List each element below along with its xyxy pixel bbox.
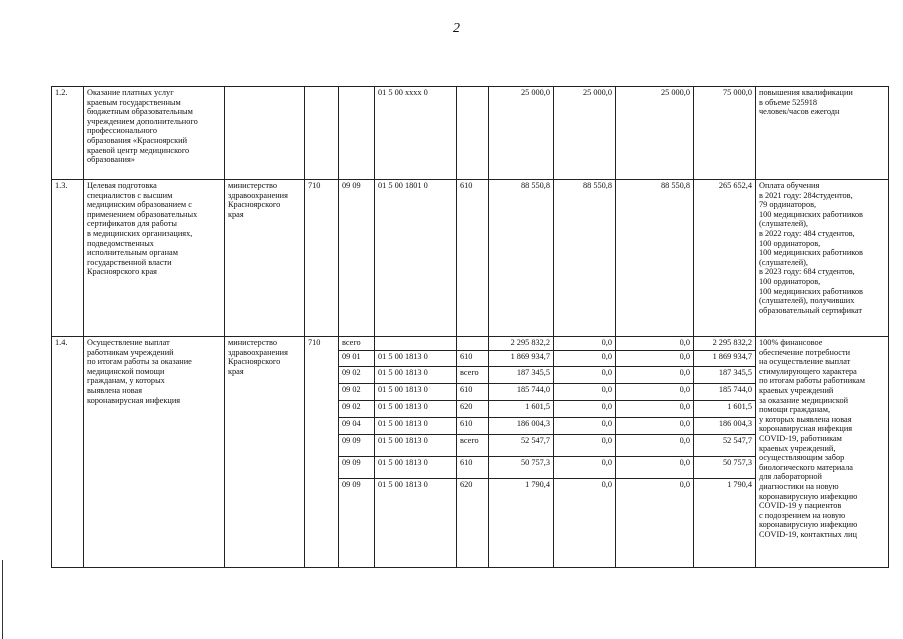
- amount-total: 1 790,4: [694, 479, 756, 568]
- amount-2023: 0,0: [616, 479, 694, 568]
- vr-cell: 610: [457, 418, 489, 435]
- result-cell: Оплата обучения в 2021 году: 284студентов, 79 ординаторов, 100 медицинских работников (слушателей), в 2022 году: 484 студентов, 100 ординаторов, 100 медицинских работников (слушателей), в 2023 году: 684 студентов, 100 ординаторов, 100 медицинских работников (слушателей), получивших образовательный сертификат: [756, 180, 889, 337]
- result-cell: повышения квалификации в объеме 525918 человек/часов ежегодн: [756, 87, 889, 180]
- amount-2022: 88 550,8: [554, 180, 616, 337]
- table-row: [52, 180, 889, 337]
- csr-cell: 01 5 00 1813 0: [375, 418, 457, 435]
- amount-2023: 0,0: [616, 337, 694, 351]
- amount-2022: 0,0: [554, 337, 616, 351]
- table-row: [52, 337, 889, 351]
- rzpr-cell: 09 02: [339, 384, 375, 401]
- amount-2023: 0,0: [616, 418, 694, 435]
- vr-cell: 610: [457, 457, 489, 479]
- measure-name-cell: Оказание платных услуг краевым государственным бюджетным образовательным учреждением дополнительного профессионального образования «Красноярский краевой центр медицинского образования»: [84, 87, 225, 180]
- ministry-cell: министерство здравоохранения Красноярского края: [225, 180, 305, 337]
- vr-cell: всего: [457, 435, 489, 457]
- amount-2023: 0,0: [616, 457, 694, 479]
- amount-2021: 88 550,8: [489, 180, 554, 337]
- rzpr-cell: 09 02: [339, 401, 375, 418]
- amount-total: 187 345,5: [694, 367, 756, 384]
- amount-2022: 25 000,0: [554, 87, 616, 180]
- vr-cell: 610: [457, 351, 489, 367]
- amount-2023: 0,0: [616, 367, 694, 384]
- grbs-cell: 710: [305, 180, 339, 337]
- table-body: [52, 87, 889, 568]
- vr-cell: 610: [457, 180, 489, 337]
- amount-2021: 50 757,3: [489, 457, 554, 479]
- vr-cell: 620: [457, 479, 489, 568]
- csr-cell: 01 5 00 1813 0: [375, 479, 457, 568]
- amount-2023: 0,0: [616, 435, 694, 457]
- rzpr-cell: 09 09: [339, 457, 375, 479]
- rzpr-cell: 09 01: [339, 351, 375, 367]
- csr-cell: 01 5 00 1813 0: [375, 367, 457, 384]
- csr-cell: 01 5 00 1813 0: [375, 435, 457, 457]
- vr-cell: 610: [457, 384, 489, 401]
- amount-2022: 0,0: [554, 384, 616, 401]
- amount-2023: 0,0: [616, 401, 694, 418]
- amount-2023: 88 550,8: [616, 180, 694, 337]
- grbs-cell: 710: [305, 337, 339, 568]
- amount-2022: 0,0: [554, 435, 616, 457]
- rzpr-cell: 09 09: [339, 479, 375, 568]
- amount-2021: 185 744,0: [489, 384, 554, 401]
- vr-cell: [457, 337, 489, 351]
- amount-2022: 0,0: [554, 479, 616, 568]
- rzpr-cell: 09 04: [339, 418, 375, 435]
- vr-cell: [457, 87, 489, 180]
- row-number-cell: 1.4.: [52, 337, 84, 568]
- amount-2022: 0,0: [554, 351, 616, 367]
- measure-name-cell: Осуществление выплат работникам учреждений по итогам работы за оказание медицинской помощи гражданам, у которых выявлена новая коронавирусная инфекция: [84, 337, 225, 568]
- table-row: [52, 87, 889, 180]
- csr-cell: 01 5 00 1813 0: [375, 384, 457, 401]
- page-number: 2: [453, 21, 460, 36]
- result-cell: 100% финансовое обеспечение потребности на осуществление выплат стимулирующего характера по итогам работы работникам краевых учреждений за оказание медицинской помощи гражданам, у которых выявлена новая коронавирусная инфекция COVID-19, работникам краевых учреждений, осуществляющим забор биологического материала для лабораторной диагностики на новую коронавирусную инфекцию COVID-19 у пациентов с подозрением на новую коронавирусную инфекцию COVID-19, контактных лиц: [756, 337, 889, 568]
- amount-total: 75 000,0: [694, 87, 756, 180]
- amount-2021: 52 547,7: [489, 435, 554, 457]
- csr-cell: [375, 337, 457, 351]
- row-number-cell: 1.2.: [52, 87, 84, 180]
- amount-total: 1 869 934,7: [694, 351, 756, 367]
- amount-2021: 1 790,4: [489, 479, 554, 568]
- amount-total: 185 744,0: [694, 384, 756, 401]
- amount-2023: 0,0: [616, 351, 694, 367]
- vr-cell: 620: [457, 401, 489, 418]
- csr-cell: 01 5 00 1801 0: [375, 180, 457, 337]
- rzpr-cell: всего: [339, 337, 375, 351]
- csr-cell: 01 5 00 1813 0: [375, 351, 457, 367]
- amount-2021: 25 000,0: [489, 87, 554, 180]
- ministry-cell: [225, 87, 305, 180]
- amount-total: 52 547,7: [694, 435, 756, 457]
- rzpr-cell: 09 09: [339, 180, 375, 337]
- margin-line: [2, 560, 3, 639]
- budget-table: [51, 86, 889, 568]
- amount-2021: 1 601,5: [489, 401, 554, 418]
- rzpr-cell: 09 02: [339, 367, 375, 384]
- amount-total: 50 757,3: [694, 457, 756, 479]
- amount-2021: 2 295 832,2: [489, 337, 554, 351]
- amount-total: 186 004,3: [694, 418, 756, 435]
- amount-2021: 186 004,3: [489, 418, 554, 435]
- amount-total: 1 601,5: [694, 401, 756, 418]
- amount-2022: 0,0: [554, 418, 616, 435]
- amount-2023: 0,0: [616, 384, 694, 401]
- csr-cell: 01 5 00 хххх 0: [375, 87, 457, 180]
- amount-2022: 0,0: [554, 401, 616, 418]
- amount-total: 2 295 832,2: [694, 337, 756, 351]
- amount-total: 265 652,4: [694, 180, 756, 337]
- amount-2022: 0,0: [554, 457, 616, 479]
- amount-2022: 0,0: [554, 367, 616, 384]
- grbs-cell: [305, 87, 339, 180]
- amount-2021: 187 345,5: [489, 367, 554, 384]
- vr-cell: всего: [457, 367, 489, 384]
- measure-name-cell: Целевая подготовка специалистов с высшим медицинским образованием с применением образовательных сертификатов для работы в медицинских организациях, подведомственных исполнительным органам государственной власти Красноярского края: [84, 180, 225, 337]
- amount-2021: 1 869 934,7: [489, 351, 554, 367]
- amount-2023: 25 000,0: [616, 87, 694, 180]
- csr-cell: 01 5 00 1813 0: [375, 457, 457, 479]
- rzpr-cell: [339, 87, 375, 180]
- row-number-cell: 1.3.: [52, 180, 84, 337]
- rzpr-cell: 09 09: [339, 435, 375, 457]
- csr-cell: 01 5 00 1813 0: [375, 401, 457, 418]
- ministry-cell: министерство здравоохранения Красноярского края: [225, 337, 305, 568]
